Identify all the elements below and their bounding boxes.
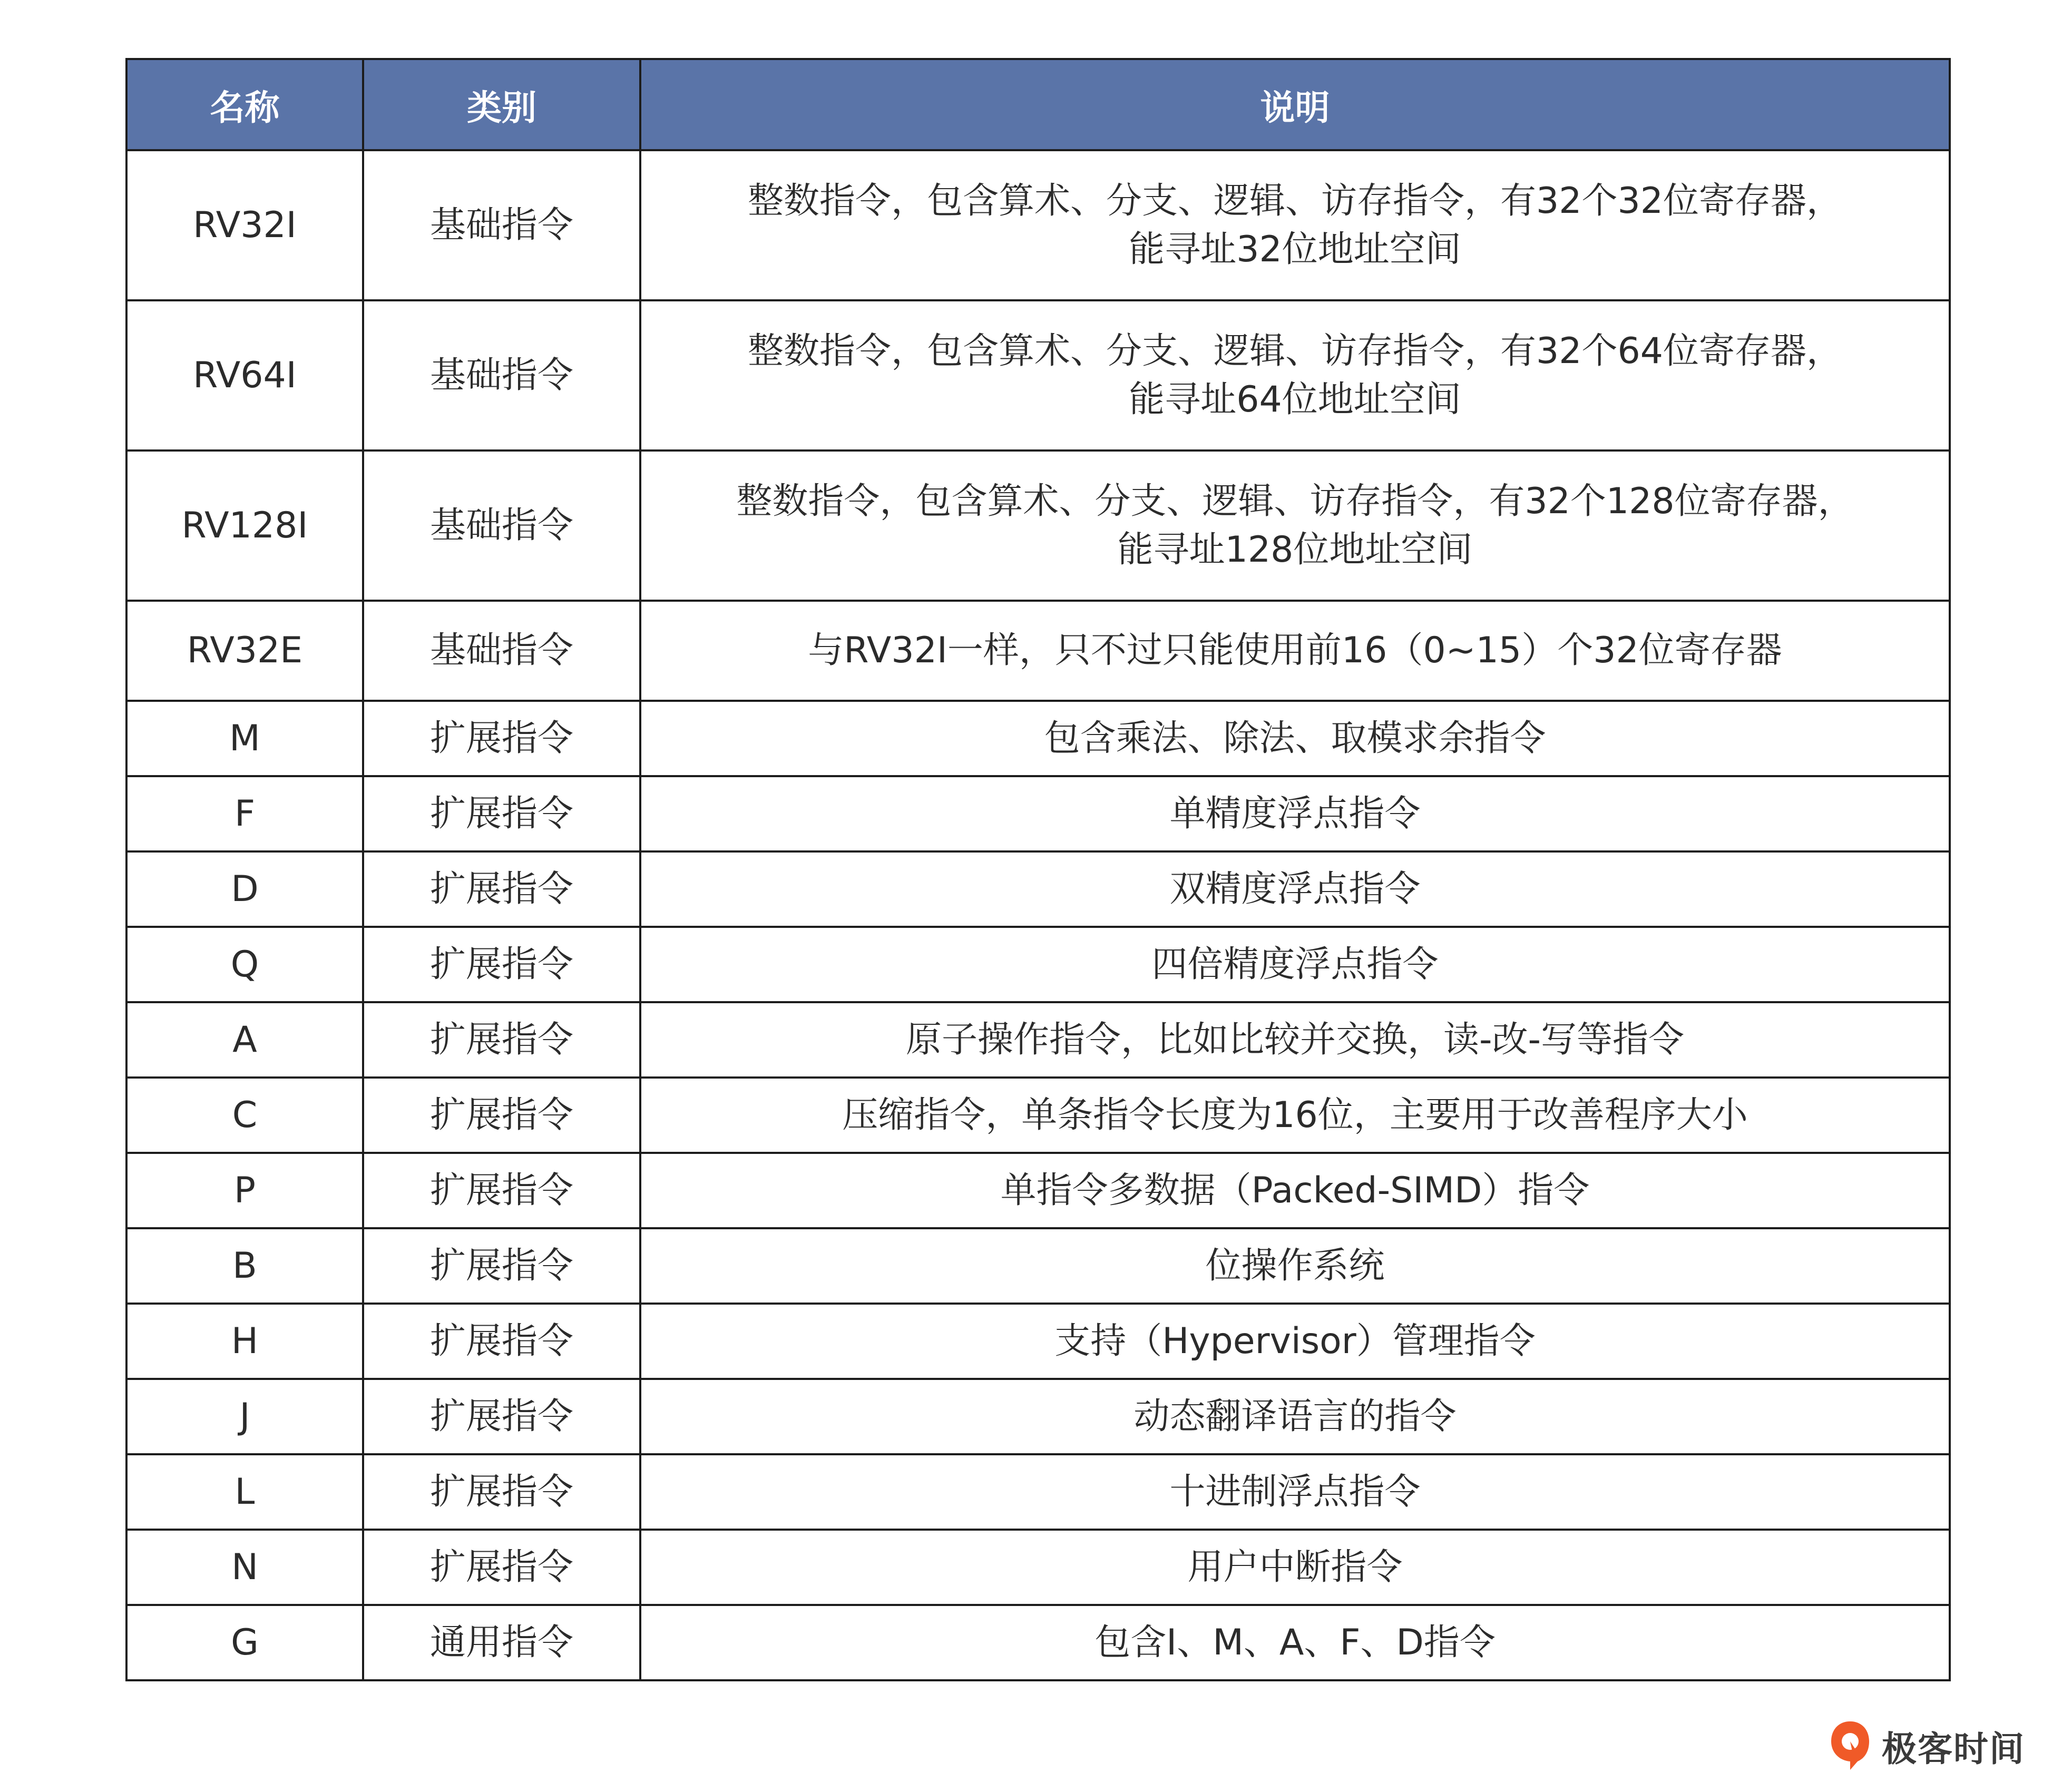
description-line: 动态翻译语言的指令 <box>1133 1395 1457 1437</box>
cell-category: 扩展指令 <box>363 1228 640 1304</box>
cell-category: 扩展指令 <box>363 1454 640 1530</box>
description-line: 十进制浮点指令 <box>1169 1471 1421 1513</box>
cell-description <box>640 701 1950 776</box>
cell-description <box>640 451 1950 601</box>
description-line: 原子操作指令，比如比较并交换，读-改-写等指令 <box>905 1019 1685 1061</box>
cell-category: 扩展指令 <box>363 851 640 927</box>
table-body <box>126 150 1950 1680</box>
cell-description <box>640 150 1950 300</box>
cell-category: 扩展指令 <box>363 1304 640 1379</box>
description-line: 支持（Hypervisor）管理指令 <box>1054 1320 1536 1362</box>
cell-name: F <box>126 776 363 851</box>
cell-description <box>640 1078 1950 1153</box>
cell-category: 基础指令 <box>363 300 640 451</box>
table-row <box>126 451 1950 601</box>
cell-category: 扩展指令 <box>363 1379 640 1454</box>
description-line: 位操作系统 <box>1205 1245 1385 1287</box>
table-row <box>126 1304 1950 1379</box>
cell-description <box>640 1530 1950 1605</box>
header-description: 说明 <box>640 59 1950 150</box>
cell-description <box>640 1454 1950 1530</box>
description-line: 压缩指令，单条指令长度为16位，主要用于改善程序大小 <box>842 1094 1748 1136</box>
description-line: 双精度浮点指令 <box>1169 868 1421 910</box>
cell-category: 基础指令 <box>363 451 640 601</box>
cell-name: H <box>126 1304 363 1379</box>
table-row <box>126 1454 1950 1530</box>
cell-name: A <box>126 1002 363 1078</box>
table-row <box>126 701 1950 776</box>
description-line: 整数指令，包含算术、分支、逻辑、访存指令，有32个32位寄存器， <box>747 180 1843 222</box>
cell-name: G <box>126 1605 363 1680</box>
cell-name: C <box>126 1078 363 1153</box>
description-line: 能寻址64位地址空间 <box>1129 378 1461 420</box>
cell-name: L <box>126 1454 363 1530</box>
description-line: 包含I、M、A、F、D指令 <box>1094 1621 1496 1663</box>
description-line: 能寻址32位地址空间 <box>1129 228 1461 270</box>
cell-description <box>640 776 1950 851</box>
cell-name: RV32E <box>126 601 363 701</box>
description-line: 单精度浮点指令 <box>1169 792 1421 835</box>
cell-description <box>640 1605 1950 1680</box>
brand <box>1828 1714 2025 1777</box>
cell-category: 扩展指令 <box>363 1153 640 1228</box>
cell-description <box>640 1153 1950 1228</box>
cell-name: M <box>126 701 363 776</box>
table-row <box>126 1379 1950 1454</box>
header-category: 类别 <box>363 59 640 150</box>
header-name: 名称 <box>126 59 363 150</box>
cell-name: RV128I <box>126 451 363 601</box>
geektime-logo-icon <box>1828 1719 1872 1772</box>
cell-name: P <box>126 1153 363 1228</box>
cell-name: RV32I <box>126 150 363 300</box>
description-line: 用户中断指令 <box>1187 1546 1403 1588</box>
cell-description <box>640 851 1950 927</box>
description-line: 能寻址128位地址空间 <box>1117 528 1473 571</box>
cell-description <box>640 1002 1950 1078</box>
table-row <box>126 1078 1950 1153</box>
table-row <box>126 1153 1950 1228</box>
cell-name: N <box>126 1530 363 1605</box>
table-row <box>126 776 1950 851</box>
cell-name: D <box>126 851 363 927</box>
table-row <box>126 1605 1950 1680</box>
description-line: 四倍精度浮点指令 <box>1151 943 1439 985</box>
table-row <box>126 601 1950 701</box>
cell-name: Q <box>126 927 363 1002</box>
cell-category: 扩展指令 <box>363 1530 640 1605</box>
description-line: 整数指令，包含算术、分支、逻辑、访存指令，有32个64位寄存器， <box>747 330 1843 372</box>
cell-description <box>640 1304 1950 1379</box>
description-line: 包含乘法、除法、取模求余指令 <box>1044 717 1546 759</box>
cell-category: 基础指令 <box>363 601 640 701</box>
table-row <box>126 150 1950 300</box>
cell-description <box>640 601 1950 701</box>
table-row <box>126 1228 1950 1304</box>
table-header-row <box>126 59 1950 150</box>
table-row <box>126 927 1950 1002</box>
cell-description <box>640 1228 1950 1304</box>
cell-category: 通用指令 <box>363 1605 640 1680</box>
cell-description <box>640 1379 1950 1454</box>
cell-description <box>640 300 1950 451</box>
cell-category: 扩展指令 <box>363 927 640 1002</box>
description-line: 与RV32I一样，只不过只能使用前16（0~15）个32位寄存器 <box>808 630 1782 671</box>
description-line: 单指令多数据（Packed-SIMD）指令 <box>1000 1169 1590 1211</box>
cell-name: B <box>126 1228 363 1304</box>
table-row <box>126 300 1950 451</box>
description-line: 整数指令，包含算术、分支、逻辑、访存指令，有32个128位寄存器， <box>736 480 1854 522</box>
table-row <box>126 1002 1950 1078</box>
cell-category: 扩展指令 <box>363 701 640 776</box>
isa-table <box>125 58 1951 1681</box>
cell-category: 扩展指令 <box>363 1078 640 1153</box>
cell-category: 扩展指令 <box>363 776 640 851</box>
cell-name: RV64I <box>126 300 363 451</box>
table-row <box>126 1530 1950 1605</box>
table-row <box>126 851 1950 927</box>
brand-name: 极客时间 <box>1882 1728 2025 1769</box>
cell-category: 基础指令 <box>363 150 640 300</box>
cell-name: J <box>126 1379 363 1454</box>
cell-category: 扩展指令 <box>363 1002 640 1078</box>
cell-description <box>640 927 1950 1002</box>
